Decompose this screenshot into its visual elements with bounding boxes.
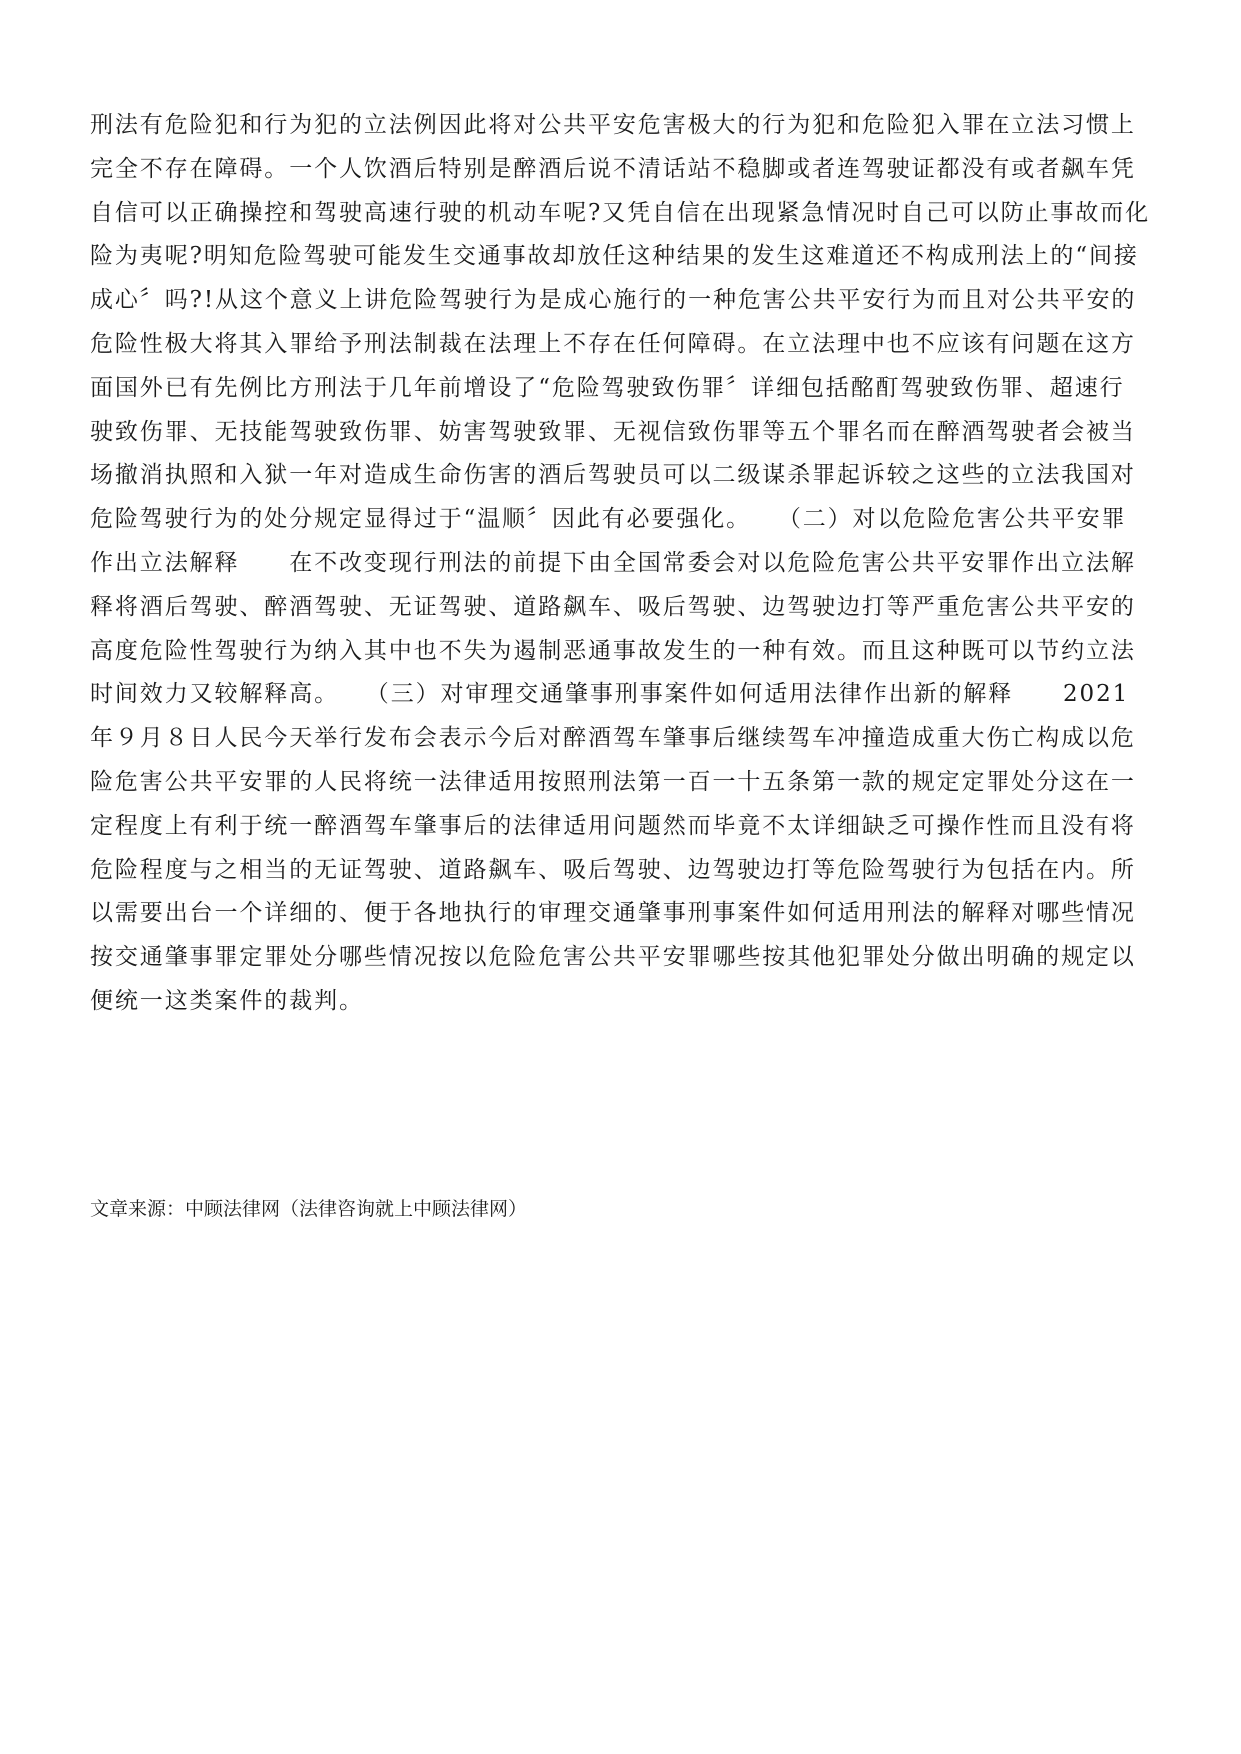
- article-line: 驶致伤罪、无技能驾驶致伤罪、妨害驾驶致罪、无视信致伤罪等五个罪名而在醉酒驾驶者会被当: [90, 418, 1136, 445]
- article-line: 场撤消执照和入狱一年对造成生命伤害的酒后驾驶员可以二级谋杀罪起诉较之这些的立法我国对: [90, 462, 1136, 489]
- article-body: [90, 104, 1152, 1024]
- article-line: 成心〞吗?!从这个意义上讲危险驾驶行为是成心施行的一种危害公共平安行为而且对公共平安的: [90, 287, 1137, 314]
- article-line: 面国外已有先例比方刑法于几年前增设了“危险驾驶致伤罪〞详细包括酩酊驾驶致伤罪、超速行: [90, 374, 1125, 401]
- article-line: 高度危险性驾驶行为纳入其中也不失为遏制恶通事故发生的一种有效。而且这种既可以节约立法: [90, 637, 1136, 664]
- article-line: 刑法有危险犯和行为犯的立法例因此将对公共平安危害极大的行为犯和危险犯入罪在立法习惯上: [90, 112, 1136, 138]
- article-line: 按交通肇事罪定罪处分哪些情况按以危险危害公共平安罪哪些按其他犯罪处分做出明确的规定以: [90, 944, 1136, 971]
- article-line: 完全不存在障碍。一个人饮酒后特别是醉酒后说不清话站不稳脚或者连驾驶证都没有或者飙车凭: [90, 155, 1136, 182]
- article-line: 时间效力又较解释高。 （三）对审理交通肇事刑事案件如何适用法律作出新的解释 2021: [90, 681, 1130, 708]
- article-line: 危险性极大将其入罪给予刑法制裁在法理上不存在任何障碍。在立法理中也不应该有问题在这方: [90, 330, 1136, 357]
- article-line: 年９月８日人民今天举行发布会表示今后对醉酒驾车肇事后继续驾车冲撞造成重大伤亡构成以危: [90, 725, 1136, 752]
- article-line: 便统一这类案件的裁判。: [90, 987, 364, 1014]
- article-line: 自信可以正确操控和驾驶高速行驶的机动车呢?又凭自信在出现紧急情况时自己可以防止事故而化: [90, 199, 1151, 226]
- article-line: 险为夷呢?明知危险驾驶可能发生交通事故却放任这种结果的发生这难道还不构成刑法上的“间接: [90, 243, 1139, 270]
- article-line: 以需要出台一个详细的、便于各地执行的审理交通肇事刑事案件如何适用刑法的解释对哪些情况: [90, 900, 1136, 927]
- article-line: 释将酒后驾驶、醉酒驾驶、无证驾驶、道路飙车、吸后驾驶、边驾驶边打等严重危害公共平安的: [90, 593, 1136, 620]
- article-line: 危险程度与之相当的无证驾驶、道路飙车、吸后驾驶、边驾驶边打等危险驾驶行为包括在内。所: [90, 856, 1136, 883]
- article-line: 危险驾驶行为的处分规定显得过于“温顺〞因此有必要强化。 （二）对以危险危害公共平安罪: [90, 506, 1127, 533]
- article-line: 险危害公共平安罪的人民将统一法律适用按照刑法第一百一十五条第一款的规定定罪处分这在一: [90, 768, 1136, 795]
- source-attribution: 文章来源：中顾法律网（法律咨询就上中顾法律网）: [90, 1198, 528, 1220]
- article-line: 作出立法解释 在不改变现行刑法的前提下由全国常委会对以危险危害公共平安罪作出立法解: [90, 549, 1136, 576]
- article-line: 定程度上有利于统一醉酒驾车肇事后的法律适用问题然而毕竟不太详细缺乏可操作性而且没有将: [90, 812, 1136, 839]
